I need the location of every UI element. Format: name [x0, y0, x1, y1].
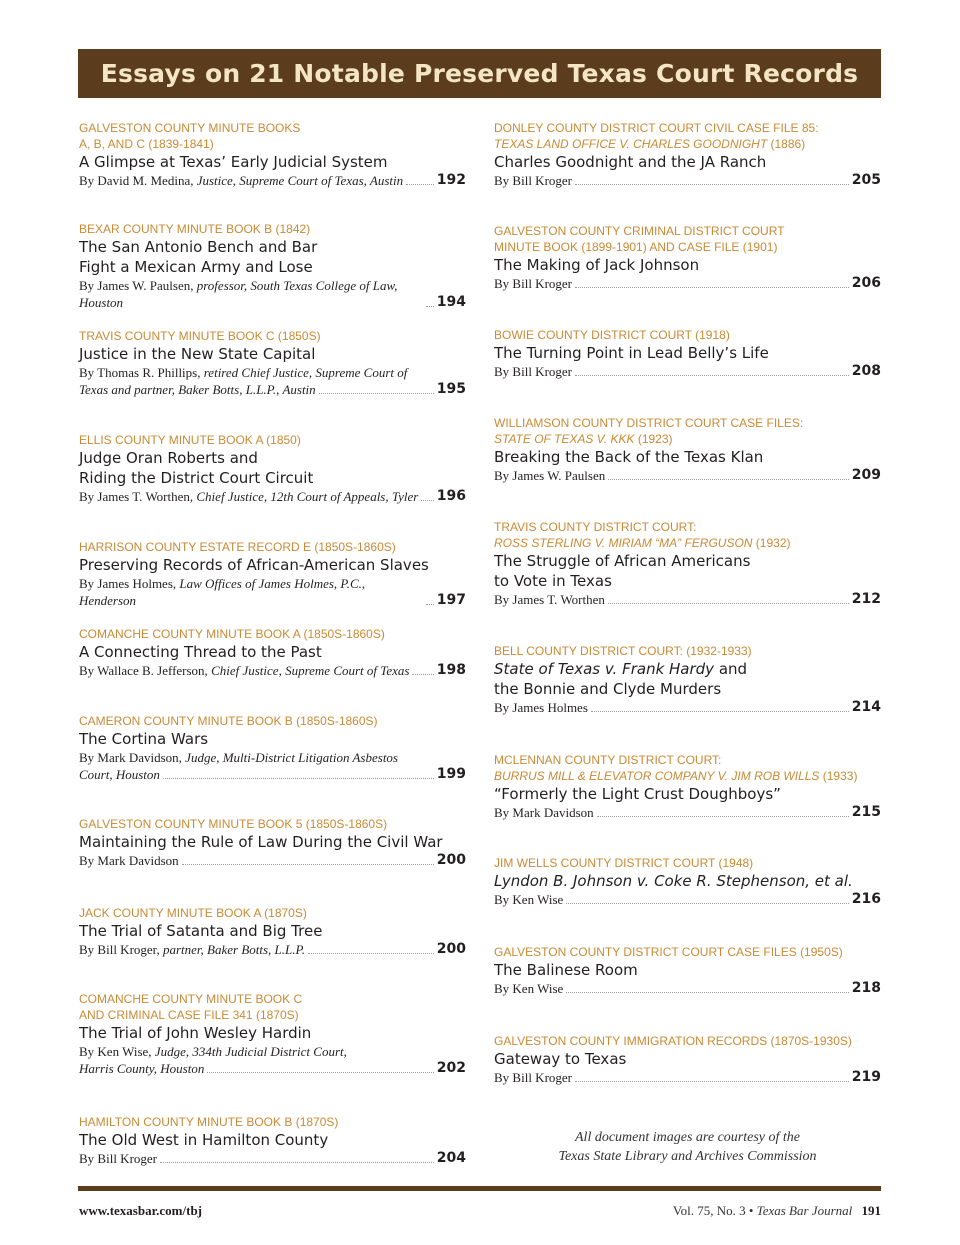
entry-kicker: [494, 519, 881, 551]
byline-row: [494, 467, 881, 484]
dot-leader: [591, 711, 849, 712]
author: By James Holmes,: [79, 576, 177, 591]
title-line: Breaking the Back of the Texas Klan: [494, 448, 764, 466]
page-number[interactable]: 200: [436, 852, 466, 868]
title-line: The Making of Jack Johnson: [494, 256, 700, 274]
toc-entry[interactable]: [79, 539, 466, 609]
page-number[interactable]: 219: [851, 1069, 881, 1085]
author: By James T. Worthen,: [79, 489, 194, 504]
title-line: A Connecting Thread to the Past: [79, 643, 322, 661]
entry-title[interactable]: [494, 447, 881, 467]
title-line: The Trial of Satanta and Big Tree: [79, 922, 323, 940]
kicker-case-line: [494, 136, 881, 152]
byline-row: [494, 1069, 881, 1086]
entry-byline: [494, 172, 572, 189]
entry-title[interactable]: [79, 344, 466, 364]
dot-leader: [597, 816, 849, 817]
author: By James Holmes: [494, 700, 588, 715]
entry-byline: [494, 275, 572, 292]
title-line: [494, 659, 881, 679]
byline-row: [79, 1150, 466, 1167]
entry-kicker: [494, 223, 881, 255]
entry-title[interactable]: [494, 960, 881, 980]
byline-row: [494, 891, 881, 908]
case-year: (1932): [752, 536, 791, 550]
author-role: Law Offices of James Holmes, P.C., Henderson: [79, 576, 366, 608]
entry-title[interactable]: [494, 255, 881, 275]
banner-title: Essays on 21 Notable Preserved Texas Court Records: [100, 59, 859, 88]
toc-entry[interactable]: [494, 1033, 881, 1086]
kicker-line: BELL COUNTY DISTRICT COURT: (1932-1933): [494, 644, 752, 658]
entry-title[interactable]: [79, 921, 466, 941]
toc-entry[interactable]: [494, 415, 881, 484]
byline-row: [79, 1043, 466, 1060]
title-line: The San Antonio Bench and Bar: [79, 238, 318, 256]
toc-entry[interactable]: [79, 626, 466, 679]
entry-byline: [79, 662, 409, 679]
title-line: The Trial of John Wesley Hardin: [79, 1024, 312, 1042]
author-role: Judge, 334th Judicial District Court,: [154, 1044, 347, 1059]
kicker-case-line: [494, 768, 881, 784]
author: By Bill Kroger: [494, 1070, 572, 1085]
author: By Ken Wise: [494, 892, 564, 907]
entry-title[interactable]: [79, 555, 466, 575]
byline-row: [494, 980, 881, 997]
author: By James W. Paulsen: [494, 468, 606, 483]
byline-row: [79, 941, 466, 958]
entry-byline: [494, 1069, 572, 1086]
entry-kicker: [79, 432, 466, 448]
entry-byline: [79, 381, 316, 398]
page-number[interactable]: 197: [436, 592, 466, 608]
entry-byline: [79, 1150, 157, 1167]
kicker-line: HARRISON COUNTY ESTATE RECORD E (1850S-1860S): [79, 540, 396, 554]
page-number[interactable]: 218: [851, 980, 881, 996]
kicker-line: DONLEY COUNTY DISTRICT COURT CIVIL CASE FILE 85:: [494, 121, 819, 135]
toc-entry[interactable]: [494, 855, 881, 908]
kicker-line: JACK COUNTY MINUTE BOOK A (1870S): [79, 906, 307, 920]
page-number[interactable]: 208: [851, 363, 881, 379]
title-line: Gateway to Texas: [494, 1050, 627, 1068]
author-role: Judge, Multi-District Litigation Asbestos: [185, 750, 398, 765]
toc-entry[interactable]: [79, 991, 466, 1077]
page-number[interactable]: 202: [436, 1060, 466, 1076]
page-number[interactable]: 192: [436, 172, 466, 188]
case-year: (1886): [767, 137, 806, 151]
toc-entry[interactable]: [79, 120, 466, 189]
author-role: Chief Justice, 12th Court of Appeals, Tyler: [196, 489, 419, 504]
entry-title[interactable]: [79, 237, 466, 277]
entry-kicker: [494, 752, 881, 784]
entry-kicker: [79, 328, 466, 344]
byline-row: [79, 488, 466, 505]
author: By James T. Worthen: [494, 592, 605, 607]
entry-byline: [79, 575, 423, 609]
footer-publication: [673, 1203, 881, 1219]
dot-leader: [575, 375, 849, 376]
toc-entry[interactable]: [494, 120, 881, 189]
title-line: The Balinese Room: [494, 961, 638, 979]
kicker-line: MCLENNAN COUNTY DISTRICT COURT:: [494, 753, 722, 767]
dot-leader: [426, 604, 434, 605]
kicker-line: GALVESTON COUNTY IMMIGRATION RECORDS (1870S-1930S): [494, 1034, 852, 1048]
entry-byline: [494, 980, 563, 997]
author: By Mark Davidson,: [79, 750, 182, 765]
entry-byline: [79, 488, 418, 505]
author: By Wallace B. Jefferson,: [79, 663, 208, 678]
entry-kicker: [79, 713, 466, 729]
author: By Bill Kroger,: [79, 942, 160, 957]
kicker-line: TRAVIS COUNTY DISTRICT COURT:: [494, 520, 697, 534]
title-line: Riding the District Court Circuit: [79, 469, 314, 487]
kicker-line: GALVESTON COUNTY MINUTE BOOK 5 (1850S-1860S): [79, 817, 388, 831]
entry-byline: [494, 891, 563, 908]
dot-leader: [421, 500, 433, 501]
page-number[interactable]: 209: [851, 467, 881, 483]
entry-byline: [494, 699, 588, 716]
byline-row: [79, 1060, 466, 1077]
dot-leader: [575, 1081, 849, 1082]
credit-line: All document images are courtesy of the: [575, 1130, 800, 1145]
entry-byline: [79, 941, 305, 958]
entry-byline: [79, 766, 160, 783]
dot-leader: [163, 778, 434, 779]
kicker-case-line: [494, 431, 881, 447]
byline-row: [494, 172, 881, 189]
entry-kicker: [79, 539, 466, 555]
entry-byline: [79, 1060, 204, 1077]
entry-kicker: [494, 944, 881, 960]
entry-kicker: [79, 626, 466, 642]
author-role: Court, Houston: [79, 767, 160, 782]
title-line: The Turning Point in Lead Belly’s Life: [494, 344, 769, 362]
entry-byline: [494, 363, 572, 380]
dot-leader: [207, 1072, 433, 1073]
author: By Bill Kroger: [494, 364, 572, 379]
author-role: partner, Baker Botts, L.L.P.: [162, 942, 306, 957]
footer-bullet: •: [748, 1203, 754, 1218]
author-role: Justice, Supreme Court of Texas, Austin: [196, 173, 404, 188]
dot-leader: [412, 674, 433, 675]
dot-leader: [308, 953, 434, 954]
page-number[interactable]: 216: [851, 891, 881, 907]
entry-kicker: [494, 327, 881, 343]
title-line: the Bonnie and Clyde Murders: [494, 680, 722, 698]
author: By Bill Kroger: [494, 276, 572, 291]
author-role: retired Chief Justice, Supreme Court of: [203, 365, 408, 380]
toc-entry[interactable]: [494, 643, 881, 716]
kicker-line: CAMERON COUNTY MINUTE BOOK B (1850S-1860S): [79, 714, 378, 728]
byline-row: [79, 381, 466, 398]
title-rest: and: [714, 660, 748, 678]
byline-row: [79, 575, 466, 609]
dot-leader: [426, 306, 434, 307]
toc-entry[interactable]: [494, 519, 881, 608]
kicker-line: GALVESTON COUNTY CRIMINAL DISTRICT COURT: [494, 224, 785, 238]
kicker-line: HAMILTON COUNTY MINUTE BOOK B (1870S): [79, 1115, 339, 1129]
title-line: to Vote in Texas: [494, 572, 612, 590]
title-italic: Lyndon B. Johnson v. Coke R. Stephenson, et al.: [494, 872, 853, 890]
entry-byline: [79, 277, 423, 311]
entry-byline: [494, 467, 605, 484]
kicker-line: BOWIE COUNTY DISTRICT COURT (1918): [494, 328, 730, 342]
entry-title[interactable]: [79, 152, 466, 172]
author-role: Texas and partner, Baker Botts, L.L.P., Austin: [79, 382, 316, 397]
footer-rule: [78, 1186, 881, 1191]
entry-byline: [79, 749, 398, 766]
entry-title[interactable]: [79, 448, 466, 488]
author-role: Harris County, Houston: [79, 1061, 205, 1076]
entry-byline: [79, 364, 407, 381]
toc-entry[interactable]: [79, 328, 466, 398]
byline-row: [494, 363, 881, 380]
entry-title[interactable]: [494, 152, 881, 172]
page-number[interactable]: 195: [436, 381, 466, 397]
page-number[interactable]: 205: [851, 172, 881, 188]
toc-entry[interactable]: [79, 905, 466, 958]
page-number[interactable]: 198: [436, 662, 466, 678]
byline-row: [79, 172, 466, 189]
title-line: A Glimpse at Texas’ Early Judicial System: [79, 153, 388, 171]
author: By David M. Medina,: [79, 173, 194, 188]
title-line: Maintaining the Rule of Law During the Civil War: [79, 833, 443, 851]
entry-title[interactable]: [494, 871, 881, 891]
footer-volume: Vol. 75, No. 3: [672, 1203, 746, 1218]
byline-row: [494, 591, 881, 608]
entry-kicker: [79, 991, 466, 1023]
page-number[interactable]: 199: [436, 766, 466, 782]
page-number[interactable]: 196: [436, 488, 466, 504]
entry-title[interactable]: [79, 1023, 466, 1043]
entry-byline: [79, 172, 403, 189]
toc-entry[interactable]: [79, 1114, 466, 1167]
entry-kicker: [494, 855, 881, 871]
kicker-line: COMANCHE COUNTY MINUTE BOOK A (1850S-1860S): [79, 627, 385, 641]
kicker-line: BEXAR COUNTY MINUTE BOOK B (1842): [79, 222, 311, 236]
entry-kicker: [494, 643, 881, 659]
entry-title[interactable]: [79, 729, 466, 749]
title-line: Preserving Records of African-American Slaves: [79, 556, 429, 574]
entry-byline: [494, 591, 605, 608]
entry-kicker: [494, 415, 881, 447]
title-line: “Formerly the Light Crust Doughboys”: [494, 785, 781, 803]
byline-row: [79, 277, 466, 311]
title-line: Fight a Mexican Army and Lose: [79, 258, 313, 276]
dot-leader: [608, 603, 849, 604]
author: By Mark Davidson: [79, 853, 179, 868]
author: By Ken Wise: [494, 981, 564, 996]
byline-row: [79, 852, 466, 869]
title-italic: State of Texas v. Frank Hardy: [494, 660, 715, 678]
dot-leader: [575, 287, 849, 288]
kicker-line: COMANCHE COUNTY MINUTE BOOK C: [79, 992, 303, 1006]
dot-leader: [160, 1162, 434, 1163]
entry-kicker: [494, 120, 881, 152]
toc-entry[interactable]: [494, 327, 881, 380]
case-year: (1933): [819, 769, 858, 783]
entry-title[interactable]: [494, 343, 881, 363]
entry-byline: [79, 1043, 347, 1060]
entry-title[interactable]: [79, 642, 466, 662]
entry-kicker: [79, 816, 466, 832]
entry-byline: [79, 852, 179, 869]
case-year: (1923): [634, 432, 673, 446]
entry-kicker: [79, 120, 466, 152]
byline-row: [79, 749, 466, 766]
toc-entry[interactable]: [79, 432, 466, 505]
entry-title[interactable]: [494, 551, 881, 591]
entry-title[interactable]: [79, 832, 466, 852]
toc-entry[interactable]: [494, 223, 881, 292]
dot-leader: [566, 903, 848, 904]
byline-row: [79, 662, 466, 679]
author: By Mark Davidson: [494, 805, 594, 820]
toc-entry[interactable]: [79, 713, 466, 783]
footer-url[interactable]: www.texasbar.com/tbj: [79, 1203, 203, 1218]
page-number[interactable]: 212: [851, 591, 881, 607]
title-line: The Struggle of African Americans: [494, 552, 751, 570]
kicker-line: GALVESTON COUNTY MINUTE BOOKS: [79, 121, 301, 135]
toc-entry[interactable]: [79, 221, 466, 311]
title-line: The Old West in Hamilton County: [79, 1131, 329, 1149]
author-role: professor, South Texas College of Law, Houston: [79, 278, 398, 310]
byline-row: [79, 766, 466, 783]
page-number[interactable]: 200: [436, 941, 466, 957]
dot-leader: [319, 393, 434, 394]
entry-title[interactable]: [494, 784, 881, 804]
kicker-line: JIM WELLS COUNTY DISTRICT COURT (1948): [494, 856, 754, 870]
entry-title[interactable]: [494, 1049, 881, 1069]
entry-kicker: [79, 1114, 466, 1130]
page-number[interactable]: 215: [851, 804, 881, 820]
credit-line: Texas State Library and Archives Commission: [558, 1149, 817, 1164]
dot-leader: [182, 864, 434, 865]
kicker-line: GALVESTON COUNTY DISTRICT COURT CASE FILES (1950S): [494, 945, 843, 959]
byline-row: [494, 275, 881, 292]
author: By Bill Kroger: [494, 173, 572, 188]
kicker-line: MINUTE BOOK (1899-1901) AND CASE FILE (1901): [494, 240, 778, 254]
kicker-line: ELLIS COUNTY MINUTE BOOK A (1850): [79, 433, 301, 447]
title-line: Judge Oran Roberts and: [79, 449, 258, 467]
dot-leader: [575, 184, 849, 185]
toc-entry[interactable]: [494, 944, 881, 997]
author: By Bill Kroger: [79, 1151, 157, 1166]
toc-entry[interactable]: [79, 816, 466, 869]
entry-title[interactable]: [494, 659, 881, 699]
page-banner: [78, 49, 881, 98]
author-role: Chief Justice, Supreme Court of Texas: [211, 663, 410, 678]
entry-title[interactable]: [79, 1130, 466, 1150]
author: By Ken Wise,: [79, 1044, 152, 1059]
page-number[interactable]: 206: [851, 275, 881, 291]
title-line: Justice in the New State Capital: [79, 345, 316, 363]
title-line: The Cortina Wars: [79, 730, 209, 748]
author: By James W. Paulsen,: [79, 278, 194, 293]
case-name: TEXAS LAND OFFICE V. CHARLES GOODNIGHT: [494, 137, 768, 151]
dot-leader: [406, 184, 434, 185]
byline-row: [494, 699, 881, 716]
entry-byline: [494, 804, 594, 821]
kicker-line: AND CRIMINAL CASE FILE 341 (1870S): [79, 1008, 299, 1022]
kicker-line: A, B, AND C (1839-1841): [79, 137, 214, 151]
entry-kicker: [79, 221, 466, 237]
dot-leader: [566, 992, 848, 993]
entry-kicker: [494, 1033, 881, 1049]
case-name: BURRUS MILL & ELEVATOR COMPANY V. JIM ROB WILLS: [494, 769, 820, 783]
page-number[interactable]: 194: [436, 294, 466, 310]
footer-page-number: 191: [861, 1203, 881, 1218]
author: By Thomas R. Phillips,: [79, 365, 201, 380]
kicker-case-line: [494, 535, 881, 551]
title-line: Charles Goodnight and the JA Ranch: [494, 153, 767, 171]
page-number[interactable]: 214: [851, 699, 881, 715]
footer-journal: Texas Bar Journal: [756, 1203, 853, 1218]
case-name: ROSS STERLING V. MIRIAM “MA” FERGUSON: [494, 536, 753, 550]
byline-row: [494, 804, 881, 821]
kicker-line: TRAVIS COUNTY MINUTE BOOK C (1850S): [79, 329, 321, 343]
toc-entry[interactable]: [494, 752, 881, 821]
kicker-line: WILLIAMSON COUNTY DISTRICT COURT CASE FILES:: [494, 416, 804, 430]
image-credit: [494, 1128, 881, 1166]
entry-kicker: [79, 905, 466, 921]
case-name: STATE OF TEXAS V. KKK: [494, 432, 635, 446]
page-number[interactable]: 204: [436, 1150, 466, 1166]
byline-row: [79, 364, 466, 381]
dot-leader: [608, 479, 849, 480]
